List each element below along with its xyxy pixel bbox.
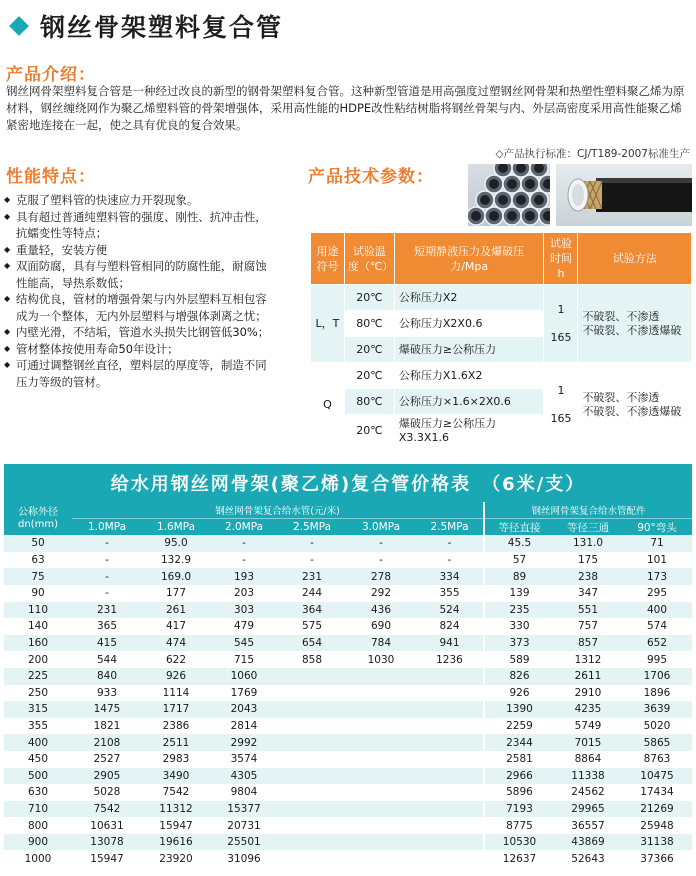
price-cell: 203 [210, 585, 278, 602]
price-cell: 2983 [142, 751, 210, 768]
price-cell: 45.5 [484, 535, 554, 552]
dn-cell: 630 [4, 784, 72, 801]
price-header-col: 2.5MPa [416, 519, 484, 536]
price-cell: 436 [346, 602, 416, 619]
spec-time-a: 1 [557, 302, 565, 316]
price-cell: 31096 [210, 850, 278, 867]
price-cell: 933 [72, 685, 142, 702]
spec-time-a: 1 [557, 384, 565, 397]
price-header-col: 1.6MPa [142, 519, 210, 536]
price-cell: - [72, 568, 142, 585]
price-cell [346, 784, 416, 801]
price-cell: 101 [622, 552, 692, 569]
price-cell [416, 751, 484, 768]
features-list [4, 192, 276, 390]
price-cell: 11312 [142, 801, 210, 818]
price-cell: - [72, 552, 142, 569]
price-cell [278, 850, 346, 867]
price-cell: 1390 [484, 701, 554, 718]
price-cell: 784 [346, 635, 416, 652]
price-cell: 1114 [142, 685, 210, 702]
price-cell: 278 [346, 568, 416, 585]
price-cell: 715 [210, 651, 278, 668]
standard-note: ◇产品执行标准：CJ/T189-2007标准生产 [495, 148, 690, 160]
price-header-col: 等径三通 [554, 519, 622, 536]
feature-item: ◆ 具有超过普通纯塑料管的强度、刚性、抗冲击性，抗蠕变性等特点； [4, 209, 276, 242]
dn-cell: 63 [4, 552, 72, 569]
price-cell [346, 701, 416, 718]
price-cell: 622 [142, 651, 210, 668]
price-cell: 25501 [210, 834, 278, 851]
price-cell: 1717 [142, 701, 210, 718]
price-cell: 2966 [484, 768, 554, 785]
table-row [4, 552, 692, 569]
price-cell: 926 [142, 668, 210, 685]
table-row [4, 768, 692, 785]
price-cell: 365 [72, 618, 142, 635]
price-cell: 5896 [484, 784, 554, 801]
price-cell: 95.0 [142, 535, 210, 552]
price-cell [346, 817, 416, 834]
price-cell [416, 834, 484, 851]
table-row [4, 618, 692, 635]
price-cell: 926 [484, 685, 554, 702]
pipe-stack-photo [468, 164, 550, 226]
price-header-col: 1.0MPa [72, 519, 142, 536]
price-cell: 2611 [554, 668, 622, 685]
price-cell [278, 734, 346, 751]
price-cell [278, 817, 346, 834]
price-cell: 474 [142, 635, 210, 652]
intro-text: 钢丝网骨架塑料复合管是一种经过改良的新型的钢骨架塑料复合管。这种新型管道是用高强度过塑钢丝网骨架和热塑性塑料聚乙烯为原材料，钢丝缠绕网作为聚乙烯塑料管的骨架增强体，采用高性能的HDPE改性粘结树脂将钢丝骨架与内、外层高密度采用高性能聚乙烯紧密地连接在一起，使之具有优良的复合效果。 [6, 84, 685, 132]
spec-temp: 20℃ [344, 337, 394, 363]
intro-heading: 产品介绍： [6, 65, 96, 85]
price-cell: 1060 [210, 668, 278, 685]
price-cell: 9804 [210, 784, 278, 801]
price-cell: 2992 [210, 734, 278, 751]
title-row [6, 6, 283, 46]
price-cell [346, 751, 416, 768]
price-cell [278, 685, 346, 702]
price-table-title: 给水用钢丝网骨架(聚乙烯)复合管价格表 （6米/支） [4, 464, 692, 502]
pipe-cutaway-photo [556, 164, 692, 226]
price-cell: - [416, 552, 484, 569]
price-cell: 2527 [72, 751, 142, 768]
table-row [4, 585, 692, 602]
price-cell [346, 734, 416, 751]
price-table-body [4, 535, 692, 867]
price-cell: 43869 [554, 834, 622, 851]
price-cell: 995 [622, 651, 692, 668]
price-header-dn: 公称外径dn(mm) [4, 502, 72, 535]
price-cell [416, 685, 484, 702]
price-cell [416, 734, 484, 751]
spec-method [578, 363, 692, 448]
features-heading: 性能特点： [6, 167, 96, 187]
spec-pressure: 公称压力X1.6X2 [394, 363, 544, 389]
price-cell: 2108 [72, 734, 142, 751]
feature-item: ◆ 管材整体按使用寿命50年设计； [4, 341, 276, 358]
price-cell: - [72, 585, 142, 602]
price-cell: 7193 [484, 801, 554, 818]
price-cell: 8775 [484, 817, 554, 834]
price-cell: 8864 [554, 751, 622, 768]
table-row [4, 734, 692, 751]
price-cell: - [210, 552, 278, 569]
price-cell: 37366 [622, 850, 692, 867]
price-cell: - [210, 535, 278, 552]
spec-temp: 80℃ [344, 389, 394, 415]
price-cell: 31138 [622, 834, 692, 851]
spec-pressure: 公称压力X2 [394, 285, 544, 311]
price-cell: 1312 [554, 651, 622, 668]
table-row [4, 850, 692, 867]
table-row [4, 635, 692, 652]
dn-cell: 50 [4, 535, 72, 552]
price-cell: 231 [72, 602, 142, 619]
price-cell [346, 850, 416, 867]
table-row [4, 685, 692, 702]
price-cell: 334 [416, 568, 484, 585]
feature-item: ◆ 结构优良，管材的增强骨架与内外层塑料互相包容成为一个整体，无内外层塑料与增强体剥离之忧； [4, 291, 276, 324]
price-cell: 25948 [622, 817, 692, 834]
price-cell: 2910 [554, 685, 622, 702]
price-cell: 858 [278, 651, 346, 668]
price-cell: 139 [484, 585, 554, 602]
price-cell: 2386 [142, 718, 210, 735]
spec-method-b: 不破裂、不渗透爆破 [582, 323, 682, 337]
price-cell [346, 668, 416, 685]
price-cell: 2814 [210, 718, 278, 735]
price-header-col: 3.0MPa [346, 519, 416, 536]
price-cell: 2905 [72, 768, 142, 785]
table-row [4, 568, 692, 585]
price-cell: 4305 [210, 768, 278, 785]
price-cell [416, 801, 484, 818]
price-cell [278, 834, 346, 851]
price-cell: 5020 [622, 718, 692, 735]
dn-cell: 160 [4, 635, 72, 652]
spec-symbol: L，T [311, 285, 345, 363]
price-cell [278, 668, 346, 685]
price-cell: 575 [278, 618, 346, 635]
price-cell [346, 834, 416, 851]
price-cell: 1821 [72, 718, 142, 735]
spec-method-a: 不破裂、不渗透 [582, 309, 660, 323]
feature-item: ◆ 内壁光滑，不结垢，管道水头损失比钢管低30%； [4, 324, 276, 341]
price-cell: 8763 [622, 751, 692, 768]
spec-header-method: 试验方法 [578, 233, 692, 285]
price-cell: 7542 [72, 801, 142, 818]
price-cell [278, 801, 346, 818]
spec-time [544, 285, 578, 363]
price-cell [416, 768, 484, 785]
dn-cell: 75 [4, 568, 72, 585]
price-cell: 824 [416, 618, 484, 635]
price-cell: 1769 [210, 685, 278, 702]
dn-cell: 800 [4, 817, 72, 834]
price-cell [278, 768, 346, 785]
price-cell: 175 [554, 552, 622, 569]
price-cell: 15947 [142, 817, 210, 834]
price-cell: 261 [142, 602, 210, 619]
price-cell: - [346, 552, 416, 569]
price-cell: 52643 [554, 850, 622, 867]
spec-header-time: 试验时间h [544, 233, 578, 285]
spec-temp: 20℃ [344, 363, 394, 389]
feature-item: ◆ 克服了塑料管的快速应力开裂现象。 [4, 192, 276, 209]
spec-method [578, 285, 692, 363]
spec-header-temp: 试验温度（℃） [344, 233, 394, 285]
spec-symbol: Q [311, 363, 345, 448]
price-cell [416, 718, 484, 735]
spec-temp: 20℃ [344, 415, 394, 448]
price-cell: 295 [622, 585, 692, 602]
price-cell [346, 718, 416, 735]
price-cell: 231 [278, 568, 346, 585]
table-row [4, 801, 692, 818]
price-cell [346, 685, 416, 702]
price-cell: 941 [416, 635, 484, 652]
price-cell: - [278, 535, 346, 552]
price-header-pipe-group: 钢丝网骨架复合给水管(元/米) [72, 502, 484, 519]
price-header-col: 等径直接 [484, 519, 554, 536]
price-cell: 545 [210, 635, 278, 652]
table-row [4, 834, 692, 851]
price-cell: 29965 [554, 801, 622, 818]
price-cell: 292 [346, 585, 416, 602]
price-cell: 1030 [346, 651, 416, 668]
price-cell: 10475 [622, 768, 692, 785]
table-row [4, 668, 692, 685]
price-cell: 131.0 [554, 535, 622, 552]
price-cell: 89 [484, 568, 554, 585]
price-cell: 235 [484, 602, 554, 619]
dn-cell: 355 [4, 718, 72, 735]
table-row [4, 817, 692, 834]
dn-cell: 315 [4, 701, 72, 718]
dn-cell: 110 [4, 602, 72, 619]
price-cell: 1475 [72, 701, 142, 718]
price-cell: 524 [416, 602, 484, 619]
spec-header-pressure: 短期静液压力及爆破压力/Mpa [394, 233, 544, 285]
price-cell: 10631 [72, 817, 142, 834]
feature-item: ◆ 重量轻，安装方便 [4, 242, 276, 259]
price-cell: 330 [484, 618, 554, 635]
price-cell: 2043 [210, 701, 278, 718]
price-cell: - [416, 535, 484, 552]
price-cell: 840 [72, 668, 142, 685]
diamond-bullet-icon [9, 16, 29, 36]
price-cell: 5865 [622, 734, 692, 751]
dn-cell: 90 [4, 585, 72, 602]
dn-cell: 1000 [4, 850, 72, 867]
dn-cell: 710 [4, 801, 72, 818]
spec-time-b: 165 [550, 330, 572, 344]
price-cell: 2259 [484, 718, 554, 735]
price-cell: 169.0 [142, 568, 210, 585]
price-header-col: 2.5MPa [278, 519, 346, 536]
dn-cell: 200 [4, 651, 72, 668]
spec-temp: 80℃ [344, 311, 394, 337]
price-header-col: 90°弯头 [622, 519, 692, 536]
price-cell: 71 [622, 535, 692, 552]
price-cell [416, 784, 484, 801]
price-cell: 173 [622, 568, 692, 585]
price-cell: 757 [554, 618, 622, 635]
feature-item: ◆ 可通过调整钢丝直径，塑料层的厚度等，制造不同压力等级的管材。 [4, 357, 276, 390]
price-cell: 5749 [554, 718, 622, 735]
price-cell: 690 [346, 618, 416, 635]
price-cell: 364 [278, 602, 346, 619]
price-cell: 826 [484, 668, 554, 685]
price-cell: 3639 [622, 701, 692, 718]
price-cell: 654 [278, 635, 346, 652]
page-title: 钢丝骨架塑料复合管 [40, 13, 284, 42]
price-cell: 238 [554, 568, 622, 585]
pipe-cutaway-illustration [556, 164, 692, 226]
dn-cell: 400 [4, 734, 72, 751]
spec-temp: 20℃ [344, 285, 394, 311]
price-cell [416, 701, 484, 718]
price-cell: 10530 [484, 834, 554, 851]
price-header-fitting-group: 钢丝网骨架复合给水管配件 [484, 502, 692, 519]
feature-item: ◆ 双面防腐，具有与塑料管相同的防腐性能，耐腐蚀性能高，导热系数低； [4, 258, 276, 291]
price-cell: 19616 [142, 834, 210, 851]
pipe-stack-illustration [468, 164, 550, 226]
price-cell: 177 [142, 585, 210, 602]
price-cell: 574 [622, 618, 692, 635]
price-cell: 417 [142, 618, 210, 635]
price-cell [278, 784, 346, 801]
price-cell: 1706 [622, 668, 692, 685]
spec-pressure: 爆破压力≥公称压力 [394, 337, 544, 363]
price-cell: 347 [554, 585, 622, 602]
price-cell: 303 [210, 602, 278, 619]
spec-method-b: 不破裂、不渗透爆破 [582, 405, 682, 418]
spec-pressure: 公称压力X2X0.6 [394, 311, 544, 337]
price-cell: 15947 [72, 850, 142, 867]
price-cell [346, 768, 416, 785]
spec-time [544, 363, 578, 448]
price-cell: 479 [210, 618, 278, 635]
spec-pressure: 爆破压力≥公称压力X3.3X1.6 [394, 415, 544, 448]
price-cell: - [278, 552, 346, 569]
price-cell: 7542 [142, 784, 210, 801]
price-cell [278, 718, 346, 735]
price-cell: 5028 [72, 784, 142, 801]
table-row [4, 701, 692, 718]
price-cell: 193 [210, 568, 278, 585]
price-cell [278, 751, 346, 768]
price-cell: 24562 [554, 784, 622, 801]
spec-header-symbol: 用途符号 [311, 233, 345, 285]
price-cell: 23920 [142, 850, 210, 867]
price-cell: 3490 [142, 768, 210, 785]
spec-method-a: 不破裂、不渗透 [582, 391, 660, 404]
price-cell: 355 [416, 585, 484, 602]
price-cell: 21269 [622, 801, 692, 818]
price-cell: 244 [278, 585, 346, 602]
table-row [4, 784, 692, 801]
dn-cell: 140 [4, 618, 72, 635]
price-cell [416, 668, 484, 685]
price-cell [416, 817, 484, 834]
price-cell: 400 [622, 602, 692, 619]
price-cell: 857 [554, 635, 622, 652]
price-cell: - [72, 535, 142, 552]
dn-cell: 225 [4, 668, 72, 685]
price-cell: 2344 [484, 734, 554, 751]
price-cell: 17434 [622, 784, 692, 801]
price-cell: 589 [484, 651, 554, 668]
tech-heading: 产品技术参数： [308, 167, 434, 187]
price-cell: 551 [554, 602, 622, 619]
price-cell: 132.9 [142, 552, 210, 569]
price-cell: 652 [622, 635, 692, 652]
table-row [4, 718, 692, 735]
price-header-col: 2.0MPa [210, 519, 278, 536]
spec-pressure: 公称压力×1.6×2X0.6 [394, 389, 544, 415]
dn-cell: 900 [4, 834, 72, 851]
price-cell: 2511 [142, 734, 210, 751]
price-cell: 544 [72, 651, 142, 668]
price-cell: 13078 [72, 834, 142, 851]
dn-cell: 450 [4, 751, 72, 768]
price-cell: 36557 [554, 817, 622, 834]
price-cell [278, 701, 346, 718]
dn-cell: 250 [4, 685, 72, 702]
spec-time-b: 165 [550, 412, 572, 425]
price-table [4, 502, 692, 867]
price-cell [346, 801, 416, 818]
dn-cell: 500 [4, 768, 72, 785]
price-cell: 1896 [622, 685, 692, 702]
table-row [4, 602, 692, 619]
price-cell: 3574 [210, 751, 278, 768]
price-cell: 57 [484, 552, 554, 569]
price-cell: 2581 [484, 751, 554, 768]
price-cell: - [346, 535, 416, 552]
table-row [4, 651, 692, 668]
table-row [4, 535, 692, 552]
price-cell: 373 [484, 635, 554, 652]
price-cell: 4235 [554, 701, 622, 718]
price-cell: 415 [72, 635, 142, 652]
price-cell [416, 850, 484, 867]
price-cell: 15377 [210, 801, 278, 818]
price-cell: 12637 [484, 850, 554, 867]
tech-params-table [310, 232, 692, 448]
price-cell: 7015 [554, 734, 622, 751]
table-row [4, 751, 692, 768]
price-cell: 1236 [416, 651, 484, 668]
price-cell: 11338 [554, 768, 622, 785]
price-cell: 20731 [210, 817, 278, 834]
